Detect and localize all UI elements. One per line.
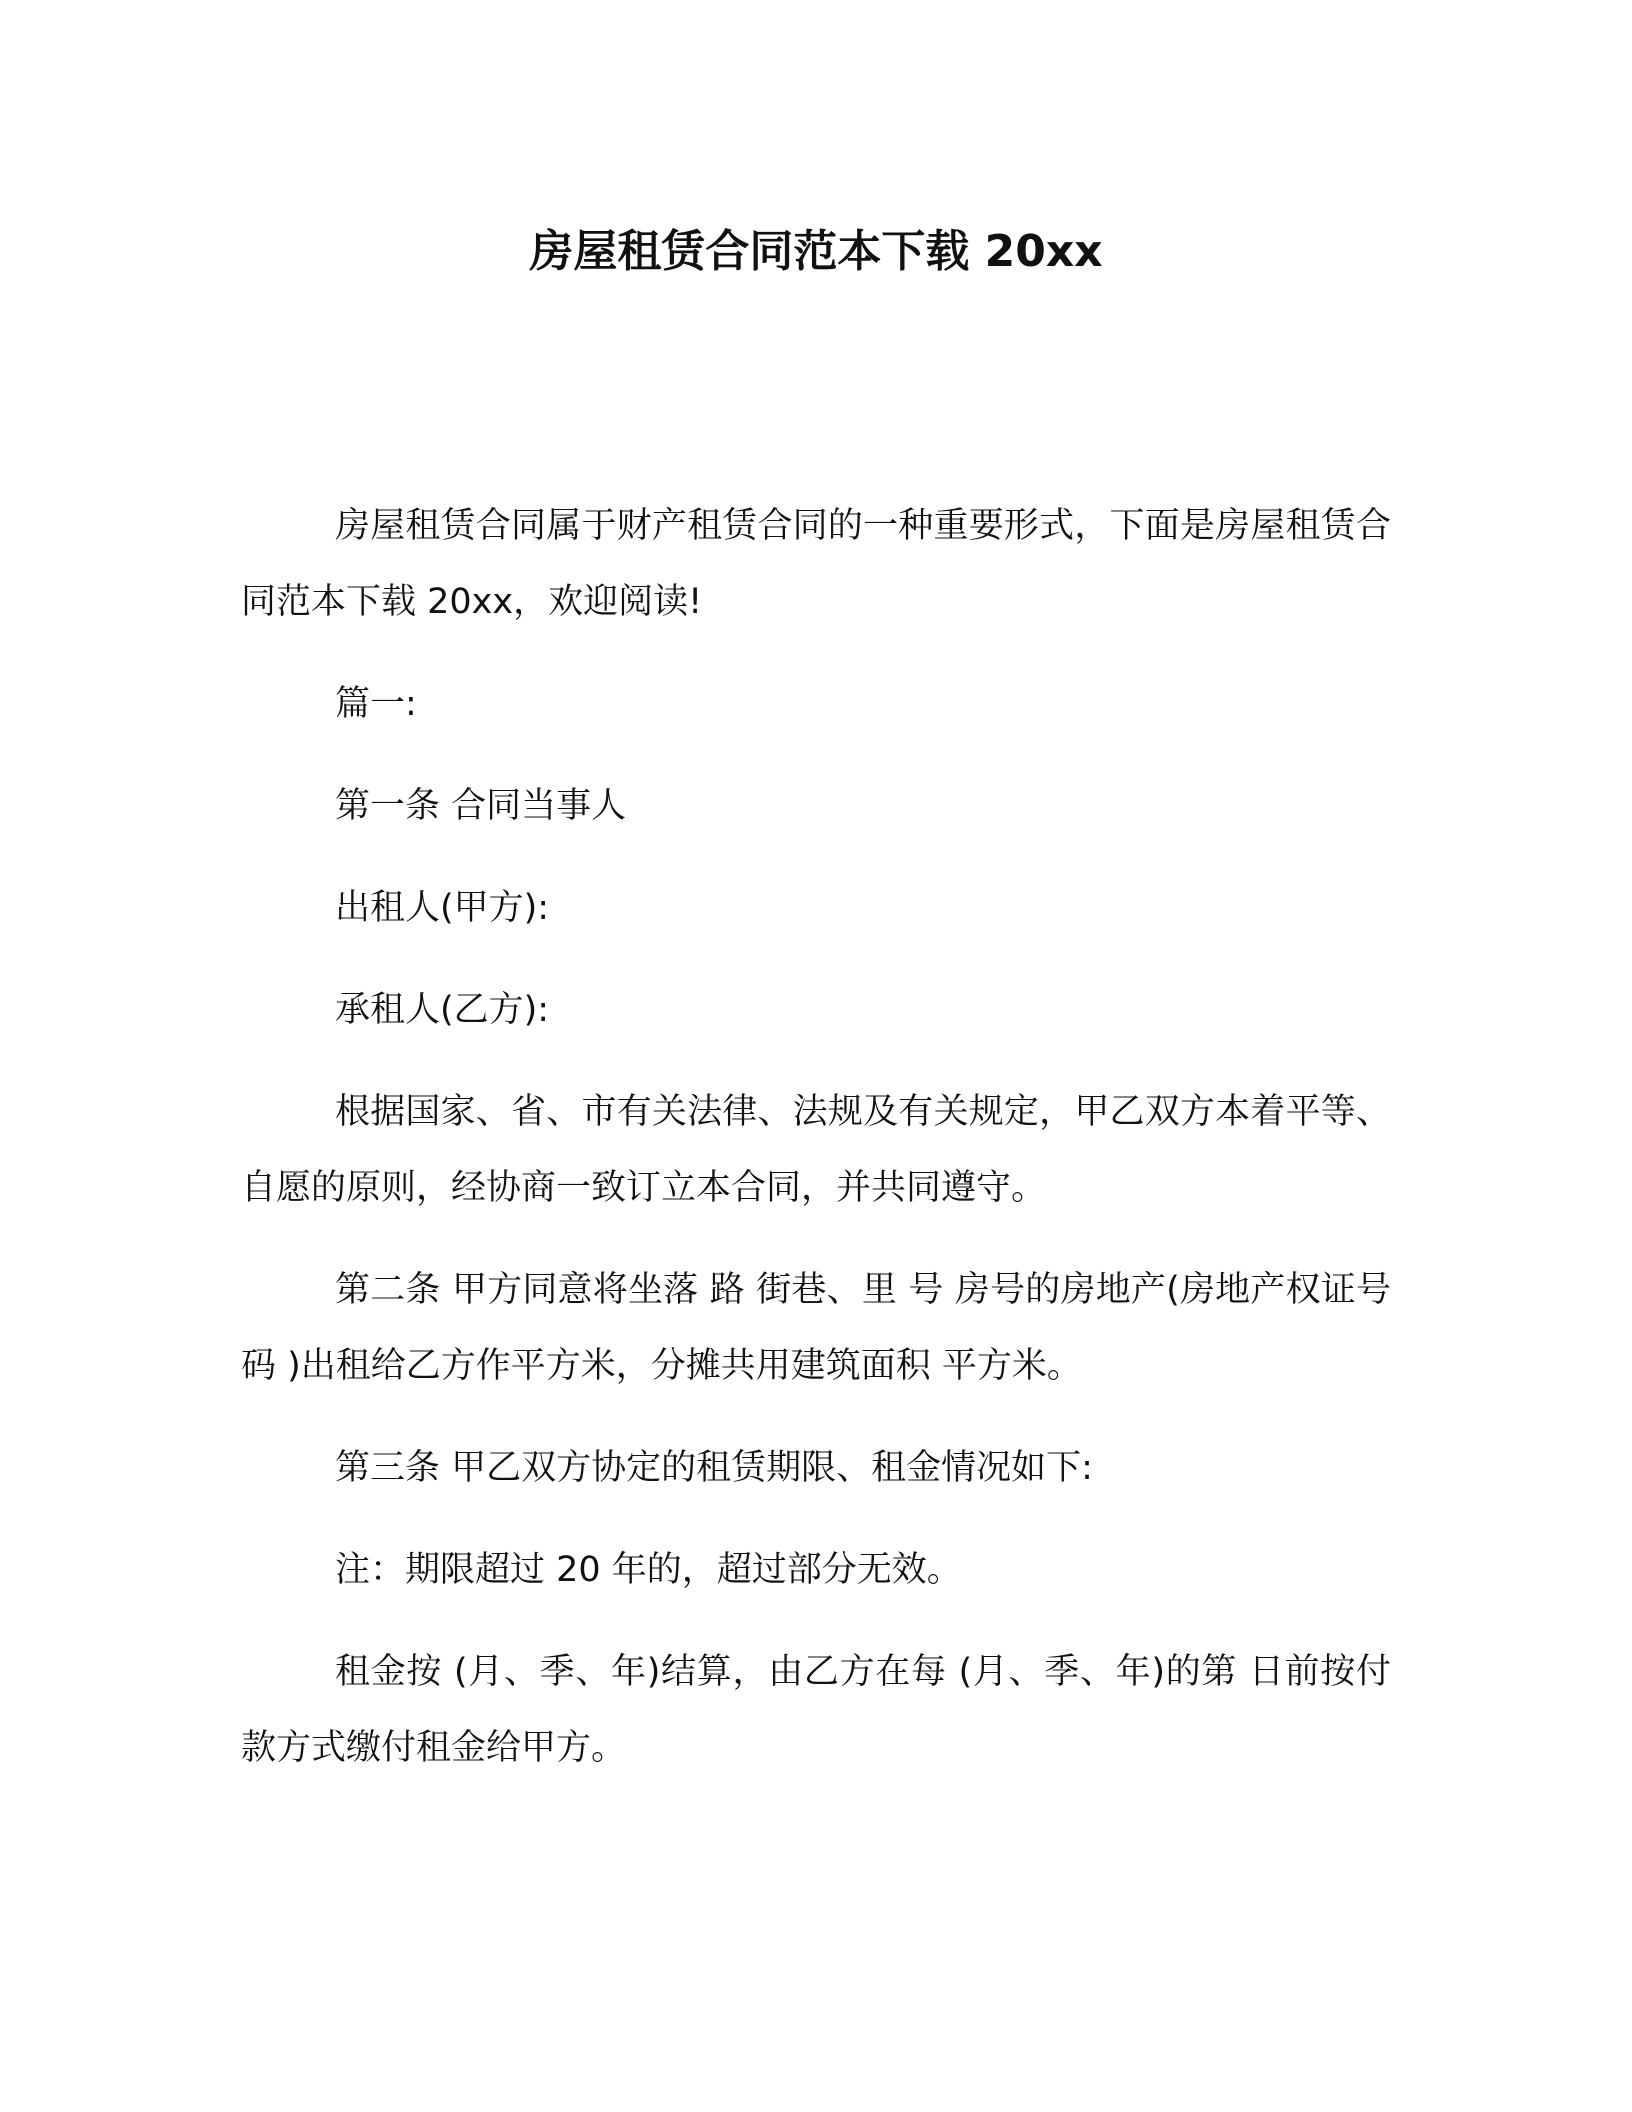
document-title: 房屋租赁合同范本下载 20xx xyxy=(529,226,1103,277)
document-body xyxy=(241,488,1391,1812)
lessee-field: 承租人(乙方): xyxy=(335,990,550,1030)
legal-basis-paragraph: 根据国家、省、市有关法律、法规及有关规定，甲乙双方本着平等、自愿的原则，经协商一致订立本合同，并共同遵守。 xyxy=(241,1092,1391,1208)
section-heading: 篇一: xyxy=(335,684,417,724)
term-note-paragraph: 注：期限超过 20 年的，超过部分无效。 xyxy=(335,1550,962,1590)
article-2-paragraph: 第二条 甲方同意将坐落 路 街巷、里 号 房号的房地产(房地产权证号码 )出租给乙方作平方米，分摊共用建筑面积 平方米。 xyxy=(241,1270,1391,1386)
article-3-heading: 第三条 甲乙双方协定的租赁期限、租金情况如下: xyxy=(335,1448,1093,1488)
lessor-field: 出租人(甲方): xyxy=(335,888,550,928)
article-1-heading: 第一条 合同当事人 xyxy=(335,786,627,826)
intro-paragraph: 房屋租赁合同属于财产租赁合同的一种重要形式，下面是房屋租赁合同范本下载 20xx，欢迎阅读! xyxy=(241,506,1391,622)
rent-payment-paragraph: 租金按 (月、季、年)结算，由乙方在每 (月、季、年)的第 日前按付款方式缴付租金给甲方。 xyxy=(241,1652,1391,1768)
